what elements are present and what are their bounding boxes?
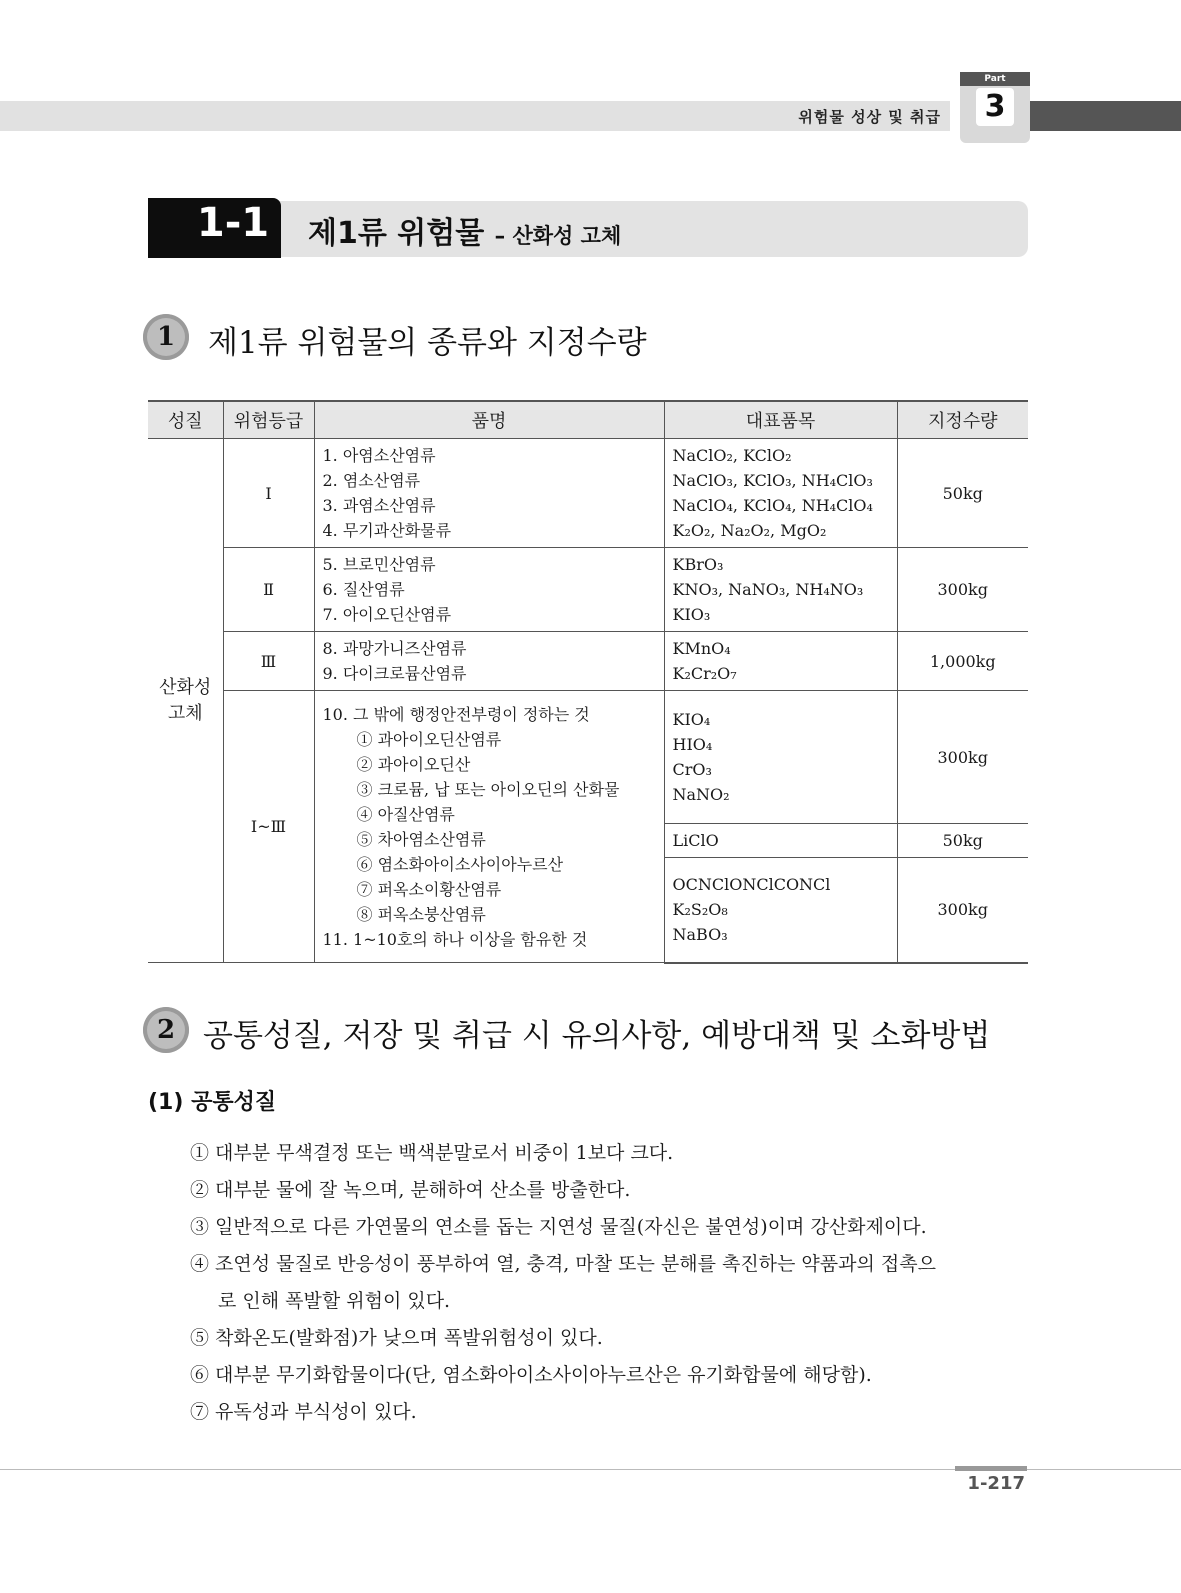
qty-cell: 300kg: [897, 691, 1028, 824]
name-item: 10. 그 밖에 행정안전부령이 정하는 것: [322, 704, 590, 724]
names-cell: [314, 439, 664, 548]
items-cell: [664, 691, 897, 824]
list-item: ⑤ 착화온도(발화점)가 낮으며 폭발위험성이 있다.: [190, 1327, 603, 1349]
items-cell: [664, 632, 897, 691]
name-subitem: ⑧ 퍼옥소붕산염류: [356, 904, 486, 924]
qty-cell: 50kg: [897, 439, 1028, 548]
name-item: 6. 질산염류: [322, 580, 405, 599]
col-header: 성질: [148, 401, 223, 439]
formula: LiClO: [672, 831, 719, 850]
name-subitem: ② 과아이오딘산: [356, 754, 471, 774]
items-cell: [664, 858, 897, 963]
formula: NaNO₂: [672, 785, 730, 804]
qty-cell: 1,000kg: [897, 632, 1028, 691]
col-header: 지정수량: [897, 401, 1028, 439]
property-line: 산화성: [159, 676, 212, 698]
property-list: [190, 1135, 1032, 1431]
property-cell: [148, 439, 223, 963]
grade-cell: Ⅰ~Ⅲ: [223, 691, 314, 963]
heading2-number: 2: [143, 1007, 189, 1053]
formula: HIO₄: [672, 735, 713, 754]
list-item: ⑦ 유독성과 부식성이 있다.: [190, 1401, 417, 1423]
formula: OCNClONClCONCl: [672, 875, 831, 895]
col-header: 품명: [314, 401, 664, 439]
section-title: [308, 208, 621, 252]
list-item: ④ 조연성 물질로 반응성이 풍부하여 열, 충격, 마찰 또는 분해를 촉진하는 약품과의 접촉으: [190, 1253, 936, 1275]
name-subitem: ① 과아이오딘산염류: [356, 729, 502, 749]
name-item: 7. 아이오딘산염류: [322, 605, 452, 624]
part-label: Part: [960, 72, 1030, 86]
items-cell: [664, 824, 897, 858]
list-item-continuation: 로 인해 폭발할 위험이 있다.: [218, 1290, 451, 1312]
formula: NaClO₂, KClO₂: [672, 446, 792, 465]
name-item: 4. 무기과산화물류: [322, 521, 452, 540]
hazard-table: [148, 400, 1028, 963]
header-title: 위험물 성상 및 취급: [798, 108, 941, 126]
heading2-text: 공통성질, 저장 및 취급 시 유의사항, 예방대책 및 소화방법: [203, 1018, 991, 1054]
formula: KMnO₄: [672, 639, 731, 658]
formula: KBrO₃: [672, 555, 724, 574]
names-cell: [314, 548, 664, 632]
formula: NaBO₃: [672, 925, 728, 945]
name-item: 9. 다이크로뮴산염류: [322, 664, 467, 683]
section-title-main: 제1류 위험물: [308, 216, 485, 251]
name-item: 8. 과망가니즈산염류: [322, 639, 467, 658]
col-header: 위험등급: [223, 401, 314, 439]
list-item: ② 대부분 물에 잘 녹으며, 분해하여 산소를 방출한다.: [190, 1179, 631, 1201]
table-row: [148, 632, 1028, 691]
property-line: 고체: [167, 702, 203, 724]
page-number: 1-217: [967, 1473, 1025, 1494]
qty-cell: 300kg: [897, 548, 1028, 632]
formula: KNO₃, NaNO₃, NH₄NO₃: [672, 580, 864, 599]
section-number: 1-1: [196, 200, 270, 246]
list-item: ③ 일반적으로 다른 가연물의 연소를 돕는 지연성 물질(자신은 불연성)이며 강산화제이다.: [190, 1216, 927, 1238]
formula: K₂S₂O₈: [672, 900, 728, 920]
names-cell: [314, 632, 664, 691]
formula: NaClO₄, KClO₄, NH₄ClO₄: [672, 496, 873, 515]
name-subitem: ④ 아질산염류: [356, 804, 455, 824]
name-subitem: ③ 크로뮴, 납 또는 아이오딘의 산화물: [356, 779, 620, 799]
header-bar-dark: [1010, 101, 1181, 131]
formula: K₂O₂, Na₂O₂, MgO₂: [672, 521, 827, 540]
table-row: [148, 691, 1028, 824]
names-cell: [314, 691, 664, 963]
subsection-title: (1) 공통성질: [148, 1090, 277, 1115]
name-item: 1. 아염소산염류: [322, 446, 436, 465]
formula: K₂Cr₂O₇: [672, 664, 737, 683]
grade-cell: Ⅲ: [223, 632, 314, 691]
col-header: 대표품목: [664, 401, 897, 439]
list-item: ⑥ 대부분 무기화합물이다(단, 염소화아이소사이아누르산은 유기화합물에 해당함).: [190, 1364, 872, 1386]
formula: KIO₄: [672, 710, 711, 729]
formula: NaClO₃, KClO₃, NH₄ClO₃: [672, 471, 873, 490]
name-subitem: ⑥ 염소화아이소사이아누르산: [356, 854, 564, 874]
table-row: [148, 548, 1028, 632]
name-item: 3. 과염소산염류: [322, 496, 436, 515]
grade-cell: Ⅱ: [223, 548, 314, 632]
qty-cell: 300kg: [897, 858, 1028, 963]
formula: KIO₃: [672, 605, 711, 624]
name-item: 11. 1~10호의 하나 이상을 함유한 것: [322, 929, 588, 949]
name-item: 2. 염소산염류: [322, 471, 421, 490]
items-cell: [664, 548, 897, 632]
list-item: ① 대부분 무색결정 또는 백색분말로서 비중이 1보다 크다.: [190, 1142, 674, 1164]
heading1-number: 1: [143, 314, 189, 360]
qty-cell: 50kg: [897, 824, 1028, 858]
name-subitem: ⑦ 퍼옥소이황산염류: [356, 879, 502, 899]
items-cell: [664, 439, 897, 548]
name-item: 5. 브로민산염류: [322, 555, 436, 574]
name-subitem: ⑤ 차아염소산염류: [356, 829, 486, 849]
grade-cell: Ⅰ: [223, 439, 314, 548]
section-subtitle: – 산화성 고체: [494, 224, 622, 248]
part-number: 3: [976, 88, 1014, 126]
table-header-row: [148, 401, 1028, 439]
table-row: [148, 439, 1028, 548]
footer-accent: [955, 1466, 1027, 1471]
heading1-text: 제1류 위험물의 종류와 지정수량: [208, 325, 647, 361]
formula: CrO₃: [672, 760, 712, 779]
